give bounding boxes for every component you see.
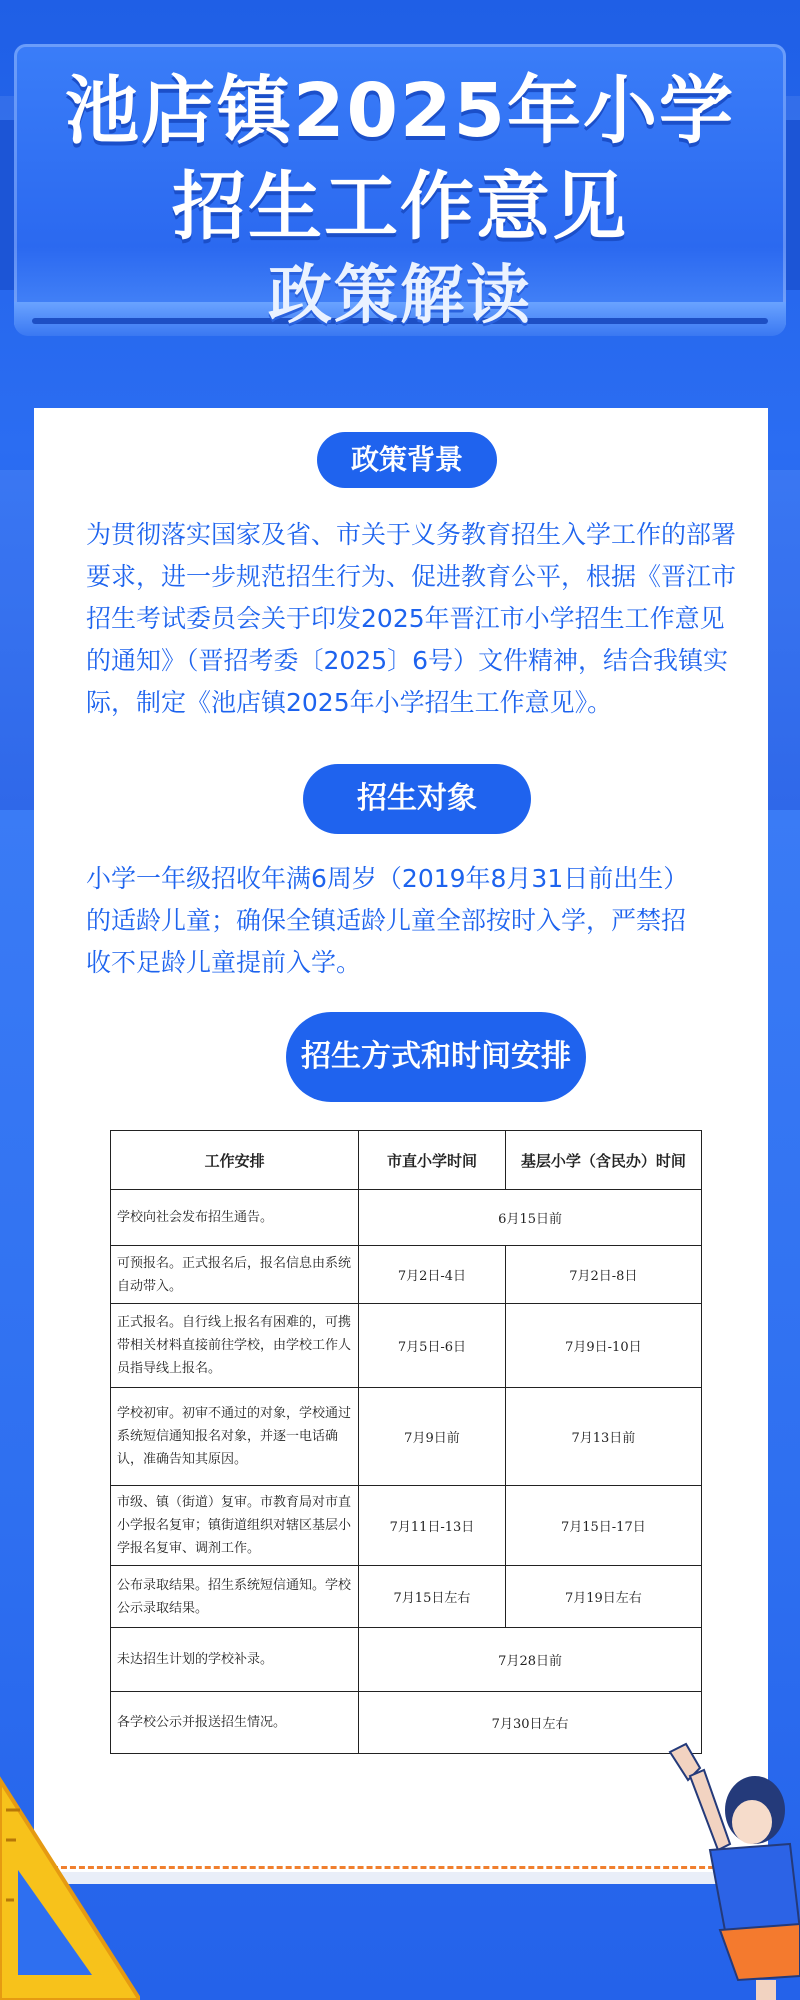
table-header-row [111,1131,702,1190]
column-header: 工作安排 [111,1131,359,1190]
column-header: 市直小学时间 [359,1131,506,1190]
task-cell: 学校初审。初审不通过的对象，学校通过系统短信通知报名对象，并逐一电话确认，准确告知其原因。 [111,1388,359,1486]
time-cell-city: 7月9日前 [359,1388,506,1486]
task-cell: 可预报名。正式报名后，报名信息由系统自动带入。 [111,1246,359,1304]
time-cell-base: 7月19日左右 [505,1566,701,1628]
page-title-line1: 池店镇2025年小学 [65,68,735,154]
card-bottom-edge [34,1872,768,1884]
table-row [111,1486,702,1566]
page-subtitle: 政策解读 [268,259,532,333]
table-row [111,1304,702,1388]
task-cell: 正式报名。自行线上报名有困难的，可携带相关材料直接前往学校，由学校工作人员指导线上报名。 [111,1304,359,1388]
time-cell-city: 7月11日-13日 [359,1486,506,1566]
time-cell-city: 7月2日-4日 [359,1246,506,1304]
dashed-divider [34,1866,768,1869]
table-row [111,1246,702,1304]
table-row [111,1628,702,1692]
task-cell: 各学校公示并报送招生情况。 [111,1692,359,1754]
table-row [111,1388,702,1486]
task-cell: 市级、镇（街道）复审。市教育局对市直小学报名复审；镇街道组织对辖区基层小学报名复审、调剂工作。 [111,1486,359,1566]
section-heading-target: 招生对象 [303,764,531,834]
time-cell-merged: 7月28日前 [359,1628,702,1692]
student-illustration-icon [660,1740,800,2000]
task-cell: 学校向社会发布招生通告。 [111,1190,359,1246]
target-paragraph: 小学一年级招收年满6周岁（2019年8月31日前出生）的适龄儿童；确保全镇适龄儿童全部按时入学，严禁招收不足龄儿童提前入学。 [86,864,689,977]
time-cell-merged: 6月15日前 [359,1190,702,1246]
time-cell-base: 7月2日-8日 [505,1246,701,1304]
page-title-line2: 招生工作意见 [172,164,628,250]
time-cell-city: 7月5日-6日 [359,1304,506,1388]
table-row [111,1566,702,1628]
task-cell: 未达招生计划的学校补录。 [111,1628,359,1692]
time-cell-city: 7月15日左右 [359,1566,506,1628]
time-cell-base: 7月15日-17日 [505,1486,701,1566]
table-row [111,1692,702,1754]
time-cell-base: 7月13日前 [505,1388,701,1486]
time-cell-base: 7月9日-10日 [505,1304,701,1388]
section-heading-schedule: 招生方式和时间安排 [286,1012,586,1102]
schedule-table [110,1130,702,1754]
section-heading-background: 政策背景 [317,432,497,488]
column-header: 基层小学（含民办）时间 [505,1131,701,1190]
task-cell: 公布录取结果。招生系统短信通知。学校公示录取结果。 [111,1566,359,1628]
triangle-ruler-icon [0,1770,140,2000]
time-cell-merged: 7月30日左右 [359,1692,702,1754]
table-row [111,1190,702,1246]
background-paragraph: 为贯彻落实国家及省、市关于义务教育招生入学工作的部署要求，进一步规范招生行为、促进教育公平，根据《晋江市招生考试委员会关于印发2025年晋江市小学招生工作意见的通知》（晋招考委〔2025〕6号）文件精神，结合我镇实际，制定《池店镇2025年小学招生工作意见》。 [86,520,737,717]
